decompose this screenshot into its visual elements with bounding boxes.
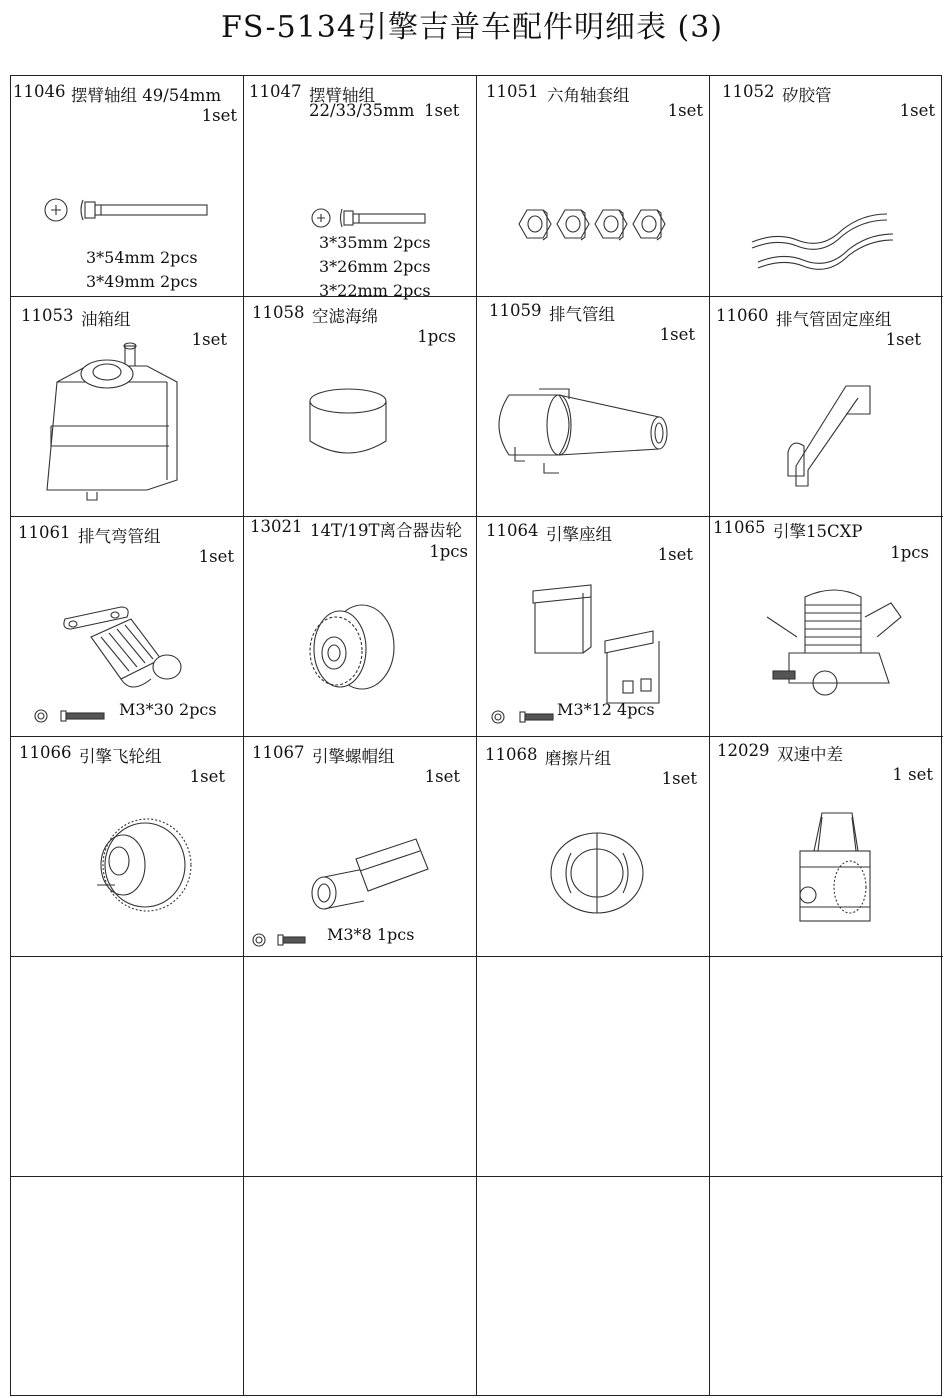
silicone-tube-image bbox=[750, 206, 900, 266]
part-cell-11051 bbox=[477, 76, 710, 297]
screw-note: M3*8 1pcs bbox=[327, 925, 415, 944]
part-name: 六角轴套组 bbox=[547, 86, 630, 105]
part-note: 3*22mm 2pcs bbox=[319, 281, 431, 300]
hex-bushing-image bbox=[517, 206, 677, 250]
part-name: 14T/19T离合器齿轮 bbox=[310, 521, 463, 540]
part-qty: 1pcs bbox=[429, 542, 468, 561]
empty-cell bbox=[11, 957, 244, 1177]
empty-cell bbox=[710, 1177, 943, 1395]
part-code: 11053 bbox=[21, 306, 74, 325]
part-name: 排气管组 bbox=[549, 305, 615, 324]
part-code: 11047 bbox=[249, 82, 302, 101]
part-code: 11068 bbox=[485, 745, 538, 764]
screw-image bbox=[490, 710, 556, 724]
part-note: 3*26mm 2pcs bbox=[319, 257, 431, 276]
part-name: 引擎飞轮组 bbox=[79, 747, 162, 766]
empty-cell bbox=[11, 1177, 244, 1395]
fuel-tank-image bbox=[47, 342, 187, 492]
exhaust-manifold-image bbox=[51, 587, 201, 697]
part-code: 11061 bbox=[18, 523, 71, 542]
exhaust-pipe-image bbox=[489, 377, 679, 477]
part-cell-12029 bbox=[710, 737, 943, 957]
part-cell-13021 bbox=[244, 517, 477, 737]
part-name: 磨擦片组 bbox=[545, 749, 611, 768]
screw-note: M3*12 4pcs bbox=[557, 700, 655, 719]
screw-image bbox=[33, 709, 113, 723]
part-name: 引擎螺帽组 bbox=[312, 747, 395, 766]
part-code: 11059 bbox=[489, 301, 542, 320]
part-cell-11059 bbox=[477, 297, 710, 517]
part-cell-11068 bbox=[477, 737, 710, 957]
part-qty: 1pcs bbox=[417, 327, 456, 346]
part-code: 11051 bbox=[486, 82, 539, 101]
part-note: 3*49mm 2pcs bbox=[86, 272, 198, 291]
part-cell-11060 bbox=[710, 297, 943, 517]
part-qty: 1set bbox=[885, 330, 921, 349]
engine-nut-image bbox=[308, 837, 438, 917]
part-code: 12029 bbox=[717, 741, 770, 760]
part-note: 3*54mm 2pcs bbox=[86, 248, 198, 267]
part-name: 排气管固定座组 bbox=[776, 310, 892, 329]
part-qty: 1set bbox=[189, 767, 225, 786]
part-code: 11052 bbox=[722, 82, 775, 101]
part-code: 11064 bbox=[486, 521, 539, 540]
part-name: 排气弯管组 bbox=[78, 527, 161, 546]
air-filter-sponge-image bbox=[304, 387, 394, 467]
part-qty: 1set bbox=[424, 101, 460, 120]
part-qty: 1set bbox=[659, 325, 695, 344]
part-qty: 1set bbox=[667, 101, 703, 120]
part-qty: 1set bbox=[201, 106, 237, 125]
part-code: 11065 bbox=[713, 518, 766, 537]
part-code: 11060 bbox=[716, 306, 769, 325]
part-qty: 1 set bbox=[892, 765, 933, 784]
empty-cell bbox=[477, 957, 710, 1177]
part-qty: 1set bbox=[661, 769, 697, 788]
exhaust-mount-image bbox=[780, 382, 880, 492]
flywheel-image bbox=[87, 815, 197, 915]
part-name: 矽胶管 bbox=[782, 86, 832, 105]
part-name: 空滤海绵 bbox=[312, 307, 378, 326]
two-speed-diff-image bbox=[788, 807, 888, 937]
clutch-shoe-image bbox=[543, 823, 663, 923]
screw-image bbox=[252, 933, 310, 947]
page-title: FS-5134引擎吉普车配件明细表 (3) bbox=[221, 10, 723, 45]
part-cell-11046 bbox=[11, 76, 244, 297]
part-qty: 1set bbox=[899, 101, 935, 120]
engine-mount-image bbox=[525, 585, 665, 705]
part-code: 13021 bbox=[250, 517, 303, 536]
part-cell-11047 bbox=[244, 76, 477, 300]
part-cell-11066 bbox=[11, 737, 244, 957]
part-name: 引擎15CXP bbox=[773, 522, 863, 541]
part-cell-11061 bbox=[11, 517, 244, 737]
part-cell-11052 bbox=[710, 76, 943, 297]
part-cell-11065 bbox=[710, 517, 943, 737]
part-cell-11058 bbox=[244, 297, 477, 517]
part-qty: 1set bbox=[657, 545, 693, 564]
part-qty: 1set bbox=[424, 767, 460, 786]
empty-cell bbox=[244, 957, 477, 1177]
empty-cell bbox=[477, 1177, 710, 1395]
part-name: 引擎座组 bbox=[546, 525, 612, 544]
part-name: 摆臂轴组 bbox=[309, 86, 375, 105]
empty-cell bbox=[244, 1177, 477, 1395]
part-code: 11067 bbox=[252, 743, 305, 762]
shaft-pin-image bbox=[309, 206, 429, 230]
part-name: 摆臂轴组 49/54mm bbox=[71, 86, 222, 105]
part-cell-11067 bbox=[244, 737, 477, 957]
part-qty: 1set bbox=[191, 330, 227, 349]
parts-table bbox=[10, 75, 942, 1396]
part-cell-11064 bbox=[477, 517, 710, 737]
part-note: 3*35mm 2pcs bbox=[319, 233, 431, 252]
part-cell-11053 bbox=[11, 297, 244, 517]
empty-cell bbox=[710, 957, 943, 1177]
clutch-gear-image bbox=[300, 597, 410, 707]
part-qty: 1pcs bbox=[890, 543, 929, 562]
engine-15cxp-image bbox=[765, 587, 905, 707]
part-name-size: 22/33/35mm bbox=[309, 101, 415, 120]
part-code: 11046 bbox=[13, 82, 66, 101]
part-name: 油箱组 bbox=[81, 310, 131, 329]
part-code: 11058 bbox=[252, 303, 305, 322]
screw-note: M3*30 2pcs bbox=[119, 700, 217, 719]
part-code: 11066 bbox=[19, 743, 72, 762]
shaft-pin-image bbox=[41, 196, 211, 226]
part-name: 双速中差 bbox=[777, 745, 843, 764]
part-qty: 1set bbox=[198, 547, 234, 566]
